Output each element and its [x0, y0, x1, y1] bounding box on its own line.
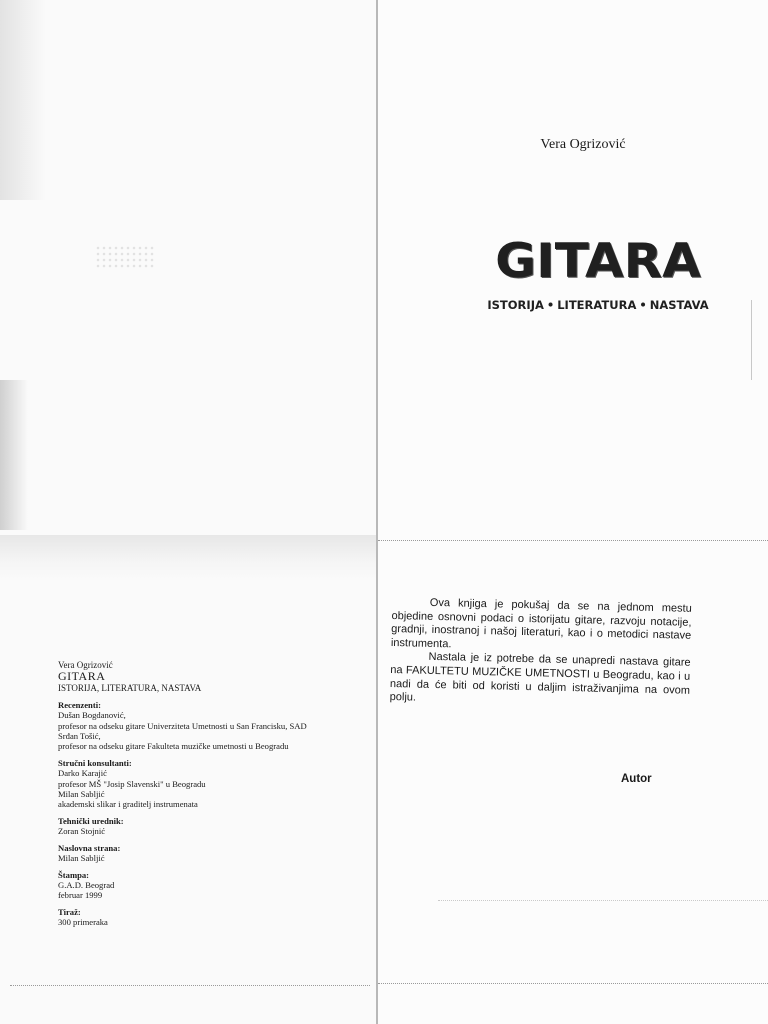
scan-shadow	[0, 380, 28, 530]
author-name: Vera Ogrizović	[540, 137, 626, 152]
credits-line: profesor MŠ "Josip Slavenski" u Beogradu	[58, 778, 206, 789]
credits-heading: Stručni konsultanti:	[58, 757, 132, 768]
scan-shadow-band	[0, 535, 377, 580]
credits-line: profesor na odseku gitare Univerziteta Umetnosti u San Francisku, SAD	[58, 720, 307, 731]
colophon-author: Vera Ogrizović	[58, 660, 113, 670]
credits-line: Milan Sabljić	[58, 853, 105, 864]
scan-edge-line	[378, 540, 768, 541]
scan-shadow	[0, 0, 46, 200]
preface-signature: Autor	[621, 773, 652, 785]
credits-section	[58, 816, 358, 837]
credits-line: februar 1999	[58, 890, 103, 901]
credits-section	[58, 758, 358, 810]
credits-line: profesor na odseku gitare Fakulteta muzičke umetnosti u Beogradu	[58, 741, 289, 752]
book-title: GITARA	[495, 233, 701, 289]
credits-line: 300 primeraka	[58, 917, 108, 928]
subtitle-separator: •	[546, 298, 555, 312]
credits-heading: Tehnički urednik:	[58, 815, 124, 826]
subtitle-part: NASTAVA	[649, 298, 709, 312]
credits-line: Srđan Tošić,	[58, 731, 101, 742]
credits-section	[58, 907, 358, 928]
credits-line: akademski slikar i graditelj instrumenata	[58, 799, 198, 810]
credits-line: Zoran Stojnić	[58, 826, 106, 837]
preface	[390, 596, 692, 712]
preface-paragraph: Ova knjiga je pokušaj da se na jednom mestu objedine osnovni podaci o istorijatu gitare, razvoju notacije, gradnji, inostranoj i našoj literaturi, kao i o metodici nastave instrumenta.	[390, 596, 692, 651]
colophon-subtitle: ISTORIJA, LITERATURA, NASTAVA	[58, 683, 202, 694]
credits-line: Milan Sabljić	[58, 789, 105, 800]
credits-section	[58, 870, 358, 901]
credits-line: Darko Karajić	[58, 768, 107, 779]
subtitle-separator: •	[639, 298, 647, 312]
credits-section	[58, 843, 358, 864]
credits-heading: Naslovna strana:	[58, 842, 121, 853]
credits-line: Dušan Bogdanović,	[58, 710, 126, 721]
book-subtitle	[448, 298, 748, 312]
scan-edge-line	[751, 300, 752, 380]
credits-section	[58, 700, 358, 752]
credits-heading: Recenzenti:	[58, 699, 101, 710]
subtitle-part: LITERATURA	[557, 298, 637, 312]
credits-heading: Tiraž:	[58, 906, 81, 917]
scan-speckle	[95, 245, 155, 270]
right-page	[378, 0, 768, 1024]
colophon	[58, 660, 358, 928]
credits-line: G.A.D. Beograd	[58, 879, 115, 890]
scan-edge-line	[10, 985, 370, 986]
scan-edge-line	[438, 900, 768, 901]
credits-heading: Štampa:	[58, 869, 90, 880]
preface-paragraph: Nastala je iz potrebe da se unapredi nastava gitare na FAKULTETU MUZIČKE UMETNOSTI u Beogradu, kao i u nadi da će biti od koristi u daljim istraživanjima na ovom polju.	[389, 651, 691, 704]
left-page	[0, 0, 377, 1024]
scan-edge-line	[378, 983, 768, 984]
subtitle-part: ISTORIJA	[487, 298, 544, 312]
colophon-title: GITARA	[58, 669, 106, 684]
